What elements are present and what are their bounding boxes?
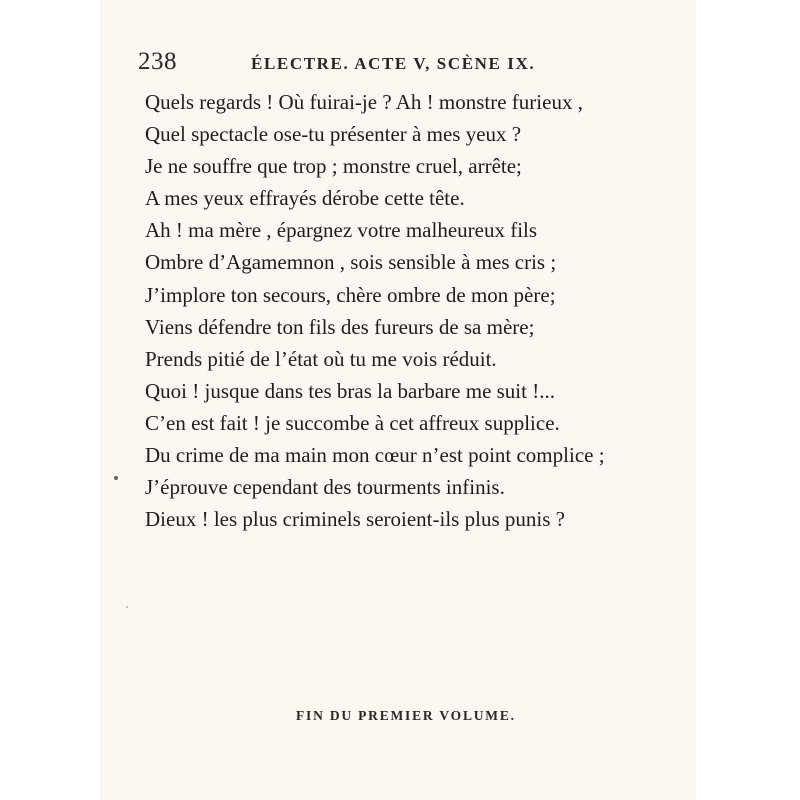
verse-line: A mes yeux effrayés dérobe cette tête.	[145, 186, 465, 211]
verse-line: Du crime de ma main mon cœur n’est point complice ;	[145, 443, 605, 468]
verse-line: Ombre d’Agamemnon , sois sensible à mes cris ;	[145, 250, 557, 275]
verse-line: Quoi ! jusque dans tes bras la barbare me suit !...	[145, 378, 555, 403]
page-header	[138, 48, 658, 78]
ink-speck	[126, 606, 128, 608]
verse-line: J’implore ton secours, chère ombre de mon père;	[145, 282, 556, 307]
verse-line: Viens défendre ton fils des fureurs de sa mère;	[145, 314, 535, 339]
verse-line: Je ne souffre que trop ; monstre cruel, arrête;	[145, 154, 522, 179]
verse-line: Ah ! ma mère , épargnez votre malheureux fils	[145, 218, 538, 243]
verse-line: C’en est fait ! je succombe à cet affreux supplice.	[145, 410, 560, 435]
verse-block	[145, 86, 705, 535]
verse-line: Dieux ! les plus criminels seroient-ils plus punis ?	[145, 507, 565, 532]
page-number: 238	[138, 48, 177, 75]
verse-line: J’éprouve cependant des tourments infinis.	[145, 475, 505, 500]
verse-line: Quel spectacle ose-tu présenter à mes yeux ?	[145, 122, 522, 147]
verse-line: Quels regards ! Où fuirai-je ? Ah ! monstre furieux ,	[145, 90, 583, 114]
colophon: FIN DU PREMIER VOLUME.	[296, 708, 516, 723]
verse-line: Prends pitié de l’état où tu me vois réduit.	[145, 346, 497, 371]
ink-speck	[114, 476, 118, 480]
running-head: ÉLECTRE. ACTE V, SCÈNE IX.	[251, 54, 536, 73]
book-page	[100, 0, 696, 800]
